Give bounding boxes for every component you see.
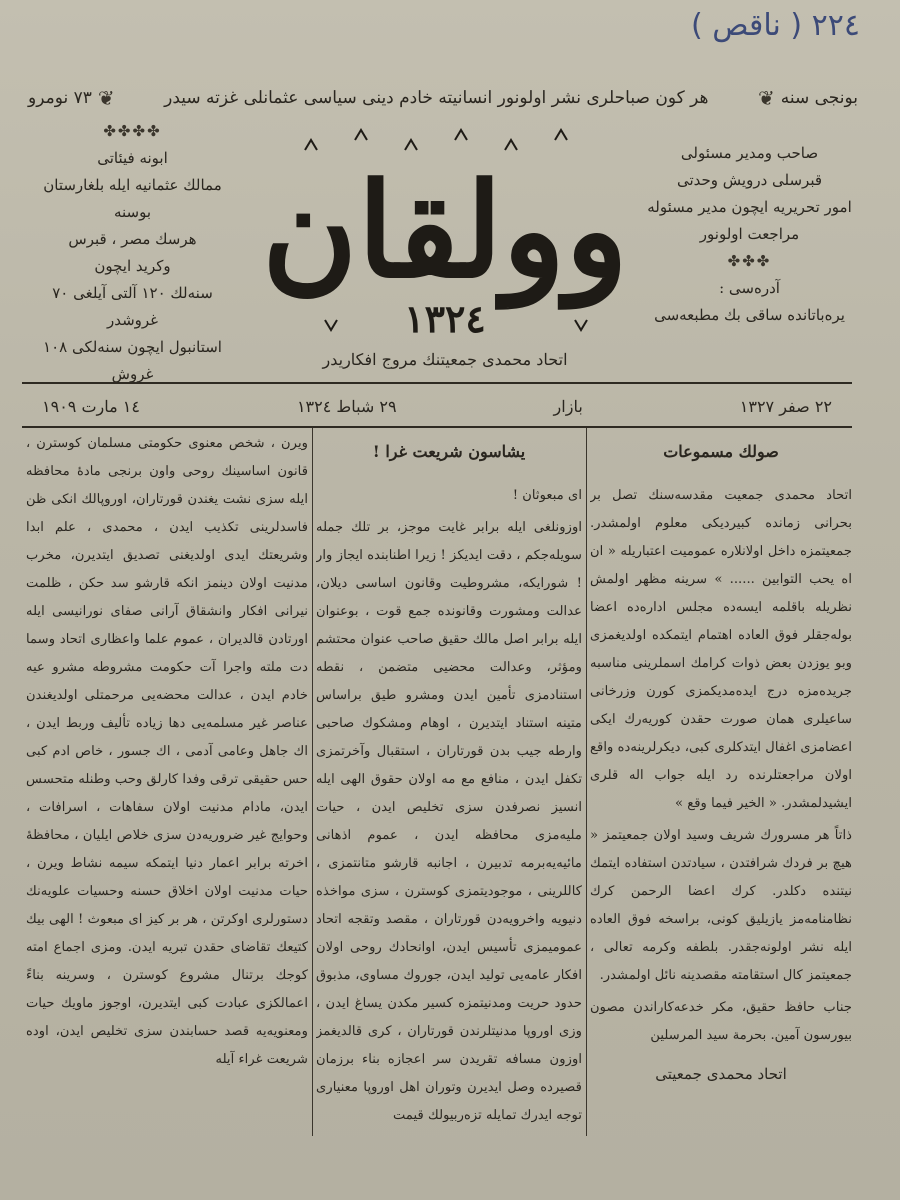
owner-line: مراجعت اولونور bbox=[699, 225, 800, 243]
article-title: صولك مسموعات bbox=[663, 442, 779, 461]
date-hijri: ٢٢ صفر ١٣٢٧ bbox=[739, 396, 832, 416]
article-body: ویرن ، شخص معنوی حكومتی مسلمان كوسترن ، قانون اساسینك روحی واون برنجی مادهٔ محافظه ایله سزی نشت یغندن قورتاران، اوروپالك انكی ظن فاسدلرینی تكذیب ایدن ، محمدی ، علم ابدا وشریعتك ایدی اولدیغنی تصدیق ایتدیرن، مخرب مدنیت اولان دینمز انكه قارشو سد حكن ، ظلمت نیرانی افكار وانشقاق آرانی صفای نورانیسی ایله اورتادن قالدیران ، عموم علما واعظاری اتحاد وسما دت ملته واجرا آت حكومت مشروطه مشرو عیه خادم ایدن ، عدالت محضه‌یی مرحمتلی اولدیغندن عناصر غیر مسلمه‌یی دها زیاده تألیف وربط ایدن ، اك جاهل وعامی آدمی ، اك جسور ، خاص ادم كبی حس حقیقی ترقی وفدا كارلق وحب وطنله متحسس ایدن، مادام مدنیت اولان سفاهات ، اسرافات ، وحوایج غیر ضروریه‌دن سزی خلاص ایلیان ، محافظهٔ اخرته برابر اعمار دنیا ایتمكه سیمه نشاط ویرن ، حیات مدنیت اولان اخلاق حسنه وحسیات علویه‌نك دستورلری اوكرتن ، هر بر كیز ای مبعوث ! الهی بیك كتیعك تقاضای حقدن تبریه ایدن. ومزی اجماع امته كوجك برتنال مشروع كوسترن ، وسرینه بناءً اعمالكزی عبادت كبی ایتدیرن، اوجوز ماویك حیات ومعنویه‌یه قصد حسابندن سزی تخلیص ایدن، اوده شریعت غراء آیله bbox=[26, 436, 308, 1067]
subscription-line: وكرید ایچون bbox=[94, 257, 171, 275]
article-body: اتحاد محمدی جمعیت مقدسه‌سنك تصل بر بحرانی زمانده كبیردیكی معلوم اولمشدر. جمعیتمزه داخل اولانلاره عمومیت اعتباریله « ان اه یحب التوابین ...... » سرینه مظهر اولمش نظریله باقلمه ایسه‌ده مجلس اداره‌ده اعضا بوله‌جقلر فوق العاده اهتمام ایتمكده اولدیغمزی وبو یوزدن بعض ذوات كرامك اسملرینی مناسبه جریده‌مزه درج ایده‌مدیكمزی كورن وزرخانی ساعیلری همان صورت حقدن كوریه‌رك ایكی اعضامزی اغفال ایتدكلری كبی، دیكرلرینه‌ده واقع اولان مراجعتلرنده رد ایله جواب اله قلری ایشیدلمشدر. « الخیر فیما وقع » bbox=[590, 488, 852, 811]
article-body: اوزونلغی ایله برابر غایت موجز، بر تلك جمله سویله‌جكم ، دقت ایدیكز ! زیرا اطنابنده ایجاز وار ! شورایكه، مشروطیت وقانون اساسی دیلان، عدالت ومشورت وقانونده جمع قوت ، بوعنوان ایله برابر اصل مالك حقیق صاحب عنوان محتشم ومؤثر، وعدالت محضیی متضمن ، نقطه استنادمزی تأمین ایدن ومشرو طیق براساس متینه استناد ایتدیرن ، اوهام ومشكوك صاحبی وارطه جیب بدن قورتاران ، استقبال وآخرتمزی تكفل ایدن ، منافع مع مه اولان حقوق الهی ایله انسیز نصرفدن سزی تخلیص ایدن ، حیات ملیه‌مزی محافظه ایدن ، عموم اذهانی مائیه‌یه‌برمه‌ تدبیرن ، اجانبه قارشو متانتمزی ، كاللرینی ، موجودیتمزی كوسترن ، سزی مواخذه دنیویه‌ واخرویه‌دن قورتاران ، مقصد وتقجه اتحاد عمومیمزی تأسیس ایدن، اوانحادك روحی اولان افكار عامه‌یی تولید ایدن، جوروك مساوی، مذبوق حدود حریت ومدنیتمزه كسیر مكدن یساغ ایدن ، وزی اوروپا مدنیتلرندن قورتاران ، كری قالدیغمز اوزون مسافه تقریدن سر اعجازه‌ بناء برزمان قصیرده‌ وصل ایدیرن وتوران اهل اوروپا معنیاری توجه ایدرك تمایله تزه‌ربیولك قیمت bbox=[316, 520, 582, 1123]
subscription-line: غروشدر bbox=[106, 311, 159, 329]
column-divider bbox=[312, 428, 313, 1136]
masthead bbox=[245, 110, 645, 350]
masthead-title: وولقان bbox=[262, 153, 629, 307]
ornament: ✤✤✤ bbox=[727, 252, 772, 270]
address-label: آدره‌سی : bbox=[719, 279, 780, 297]
article-right bbox=[590, 430, 852, 1136]
article-title: یشاسون شریعت غرا ! bbox=[372, 442, 526, 461]
subscription-line: هرسك مصر ، قبرس bbox=[68, 230, 197, 248]
handwritten-note: ٢٢٤ ( ناقص ) bbox=[691, 8, 860, 43]
subscription-line: استانبول ایچون سنه‌لكی ١٠٨ bbox=[43, 338, 222, 356]
flourish-ornament: ❦ bbox=[757, 86, 775, 110]
subscription-heading: ابونه فیئاتی bbox=[97, 149, 168, 167]
article-body: جناب حافظ حقیق، مكر خدعه‌كاراندن مصون بیورسون آمین. بحرمة سید المرسلین bbox=[590, 1000, 852, 1043]
year-issue: بونجی سنه bbox=[780, 88, 858, 108]
subscription-line: غروش bbox=[111, 365, 154, 383]
article-greeting: ای مبعوثان ! bbox=[512, 488, 582, 503]
ornament: ✤✤✤✤ bbox=[103, 122, 162, 140]
dateline bbox=[22, 388, 852, 424]
issue-number: ٧٣ نومرو bbox=[28, 88, 92, 108]
subscription-box bbox=[30, 118, 235, 388]
owner-line: قبرسلی درویش وحدتی bbox=[676, 171, 823, 189]
article-left bbox=[26, 430, 308, 1136]
article-signature: اتحاد محمدی جمعیتی bbox=[655, 1065, 787, 1083]
subscription-line: ممالك عثمانیه ایله بلغارستان بوسنه bbox=[43, 176, 222, 221]
masthead-year: ١٣٢٤ bbox=[404, 296, 486, 341]
column-divider bbox=[586, 428, 587, 1136]
flourish-ornament: ❦ bbox=[97, 86, 115, 110]
date-rumi: ٢٩ شباط ١٣٢٤ bbox=[296, 396, 397, 416]
masthead-subtitle: اتحاد محمدی جمعیتنك مروج افكاریدر bbox=[322, 350, 568, 369]
address: یره‌باتانده ساقی بك مطبعه‌سی bbox=[654, 306, 845, 324]
date-gregorian: ١٤ مارت ١٩٠٩ bbox=[42, 396, 140, 416]
article-middle bbox=[316, 430, 582, 1136]
subscription-line: سنه‌لك ١٢٠ آلتی آیلغی ٧٠ bbox=[52, 284, 213, 302]
divider bbox=[22, 426, 852, 428]
date-day: بازار bbox=[553, 396, 583, 416]
slogan: هر كون صباحلری نشر اولونور انسانیته خادم دینی سیاسی عثمانلی غزته سیدر bbox=[164, 88, 709, 108]
owner-line: صاحب ومدیر مسئولی bbox=[680, 144, 819, 162]
divider bbox=[22, 382, 852, 384]
article-body: ذاتاً هر مسرورك شریف وسید اولان جمعیتمز « هیچ بر فردك شرافتدن ، سیادتدن استفاده ایتمك نیتنده دكلدر. كرك اعضا الرحمن كرك نظامنامه‌مز یازیلیق كونی، براسخه فوق العاده ایله نشر اولونه‌جقدر. بلطفه وكرمه تعالی ، جمعیتمز كال استقامته مقصدینه نائل اولمشدر. bbox=[590, 828, 852, 983]
owner-box bbox=[637, 140, 862, 329]
owner-line: امور تحریریه ایچون مدیر مسئوله bbox=[647, 198, 852, 216]
